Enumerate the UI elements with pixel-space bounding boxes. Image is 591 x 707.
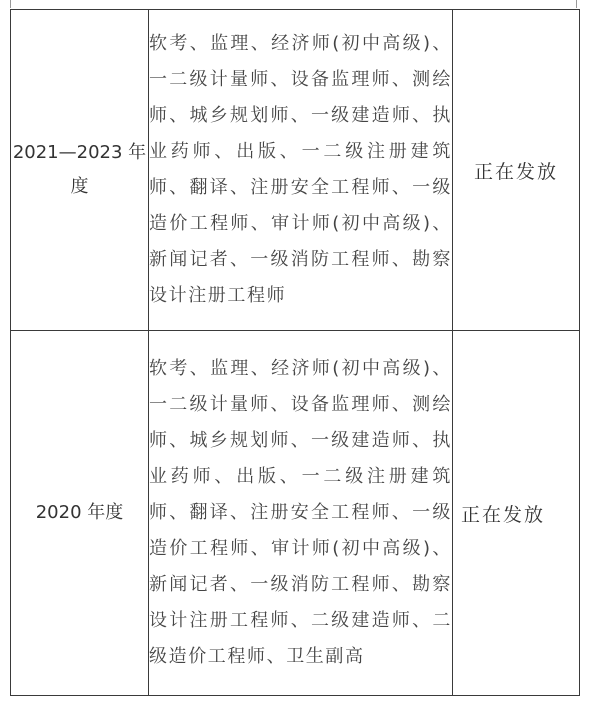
- exam-types-cell: 软考、监理、经济师(初中高级)、一二级计量师、设备监理师、测绘师、城乡规划师、一级建造师、执业药师、出版、一二级注册建筑师、翻译、注册安全工程师、一级造价工程师、审计师(初中高级)、新闻记者、一级消防工程师、勘察设计注册工程师: [149, 10, 453, 331]
- year-cell: 2021—2023 年度: [11, 10, 149, 331]
- exam-types-cell: 软考、监理、经济师(初中高级)、一二级计量师、设备监理师、测绘师、城乡规划师、一级建造师、执业药师、出版、一二级注册建筑师、翻译、注册安全工程师、一级造价工程师、审计师(初中高级)、新闻记者、一级消防工程师、勘察设计注册工程师、二级建造师、二级造价工程师、卫生副高: [149, 331, 453, 696]
- table-row: [11, 10, 580, 331]
- table-row: [11, 331, 580, 696]
- page-corner-mark-left: [10, 0, 11, 8]
- page-corner-mark-right: [576, 0, 577, 8]
- certificate-issuance-table: [10, 9, 580, 696]
- status-cell: 正在发放: [453, 331, 580, 696]
- year-cell: 2020 年度: [11, 331, 149, 696]
- status-cell: 正在发放: [453, 10, 580, 331]
